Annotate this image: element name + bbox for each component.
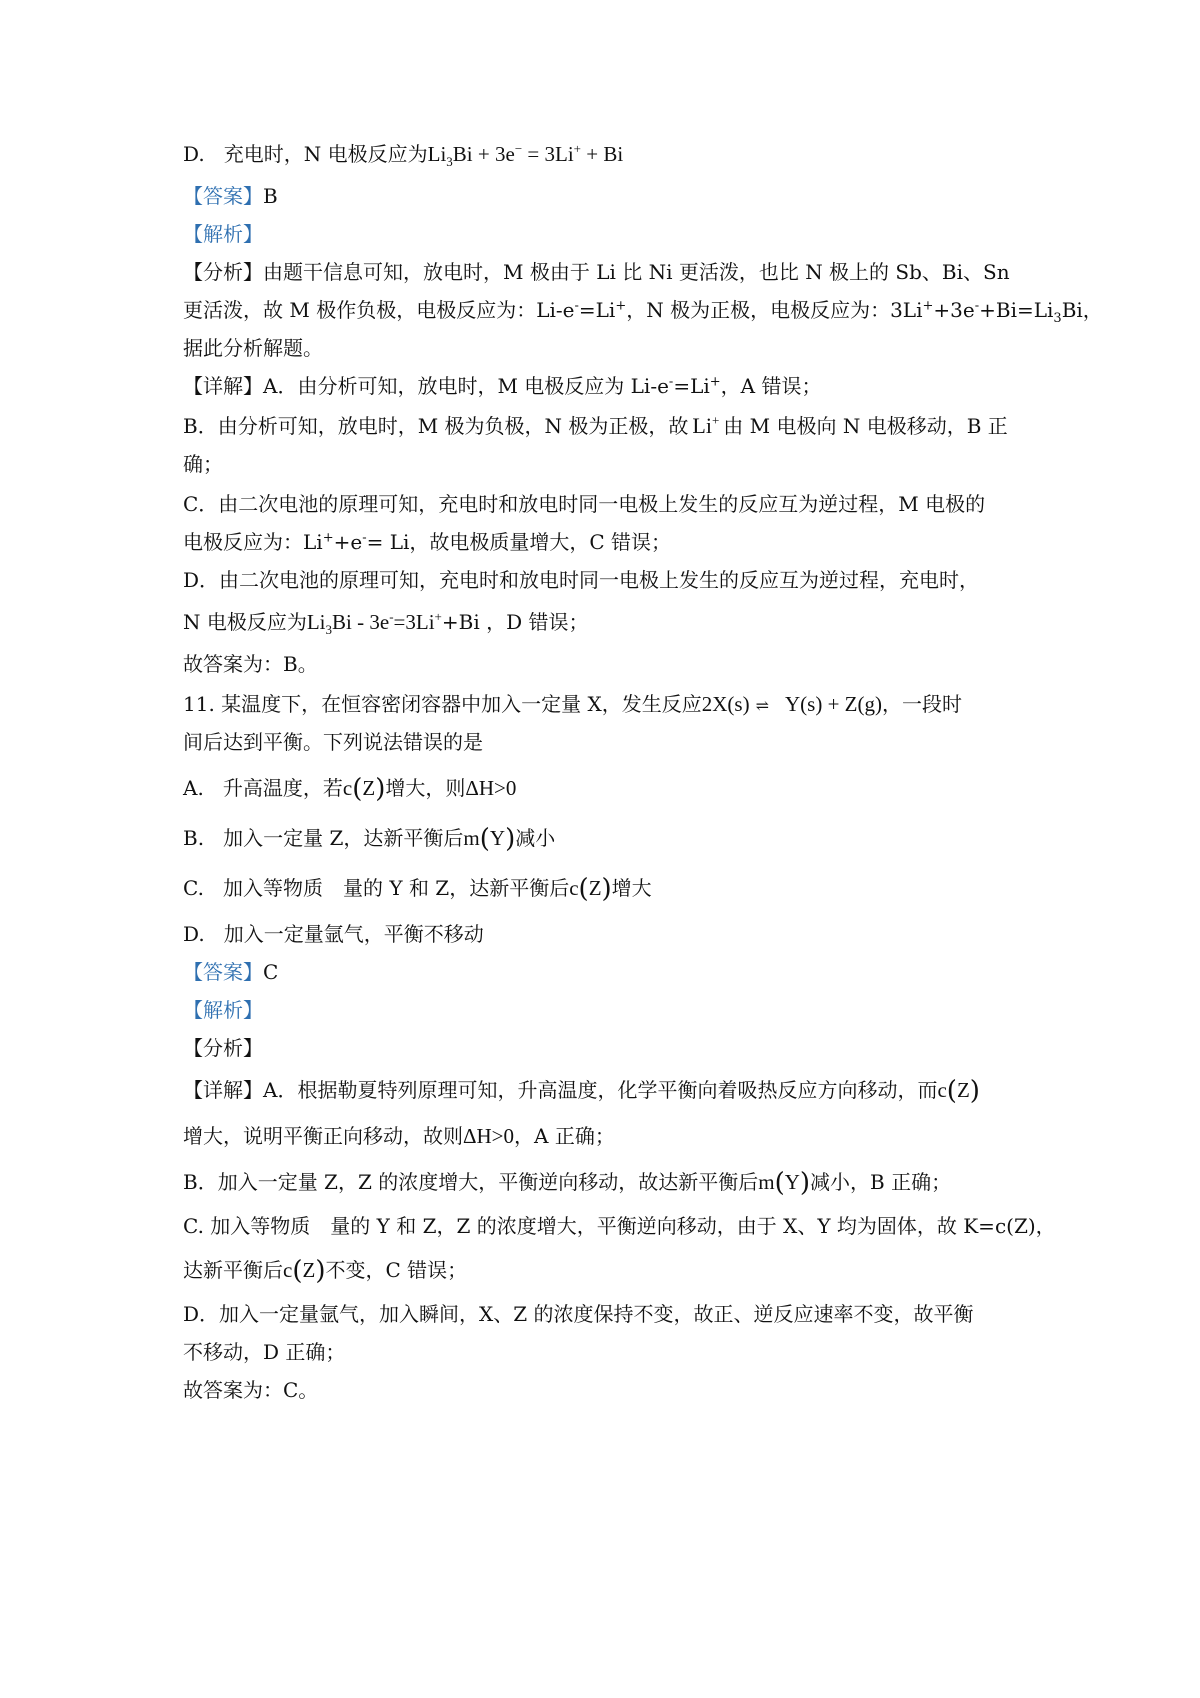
detail-c: C．由二次电池的原理可知，充电时和放电时同一电极上发生的反应互为逆过程，M 电极的 xyxy=(183,492,986,516)
answer-line xyxy=(183,958,278,986)
option-text: 充电时，N 电极反应为 xyxy=(223,142,428,166)
q11-option-a: A. 升高温度，若c(Z)增大，则ΔH>0 xyxy=(183,774,517,804)
option-label: D. xyxy=(183,142,205,166)
answer-value: C xyxy=(263,960,279,984)
q11-detail-d: D．加入一定量氩气，加入瞬间，X、Z 的浓度保持不变，故正、逆反应速率不变，故平衡 xyxy=(183,1302,974,1326)
q11-detail-b: B．加入一定量 Z，Z 的浓度增大，平衡逆向移动，故达新平衡后m(Y)减小，B 正确； xyxy=(183,1168,952,1198)
equation: $Li_3Bi + 3e^- = 3Li^+ + Bi$ xyxy=(427,141,624,170)
detail-d-cont: N 电极反应为$Li_3Bi - 3e^-=3Li^++Bi$ ，D 错误； xyxy=(183,609,589,638)
analysis-tag: 【解析】 xyxy=(183,222,263,246)
answer-line xyxy=(183,182,278,210)
conclusion: 故答案为：B。 xyxy=(183,652,318,676)
q11-option-b: B. 加入一定量 Z，达新平衡后m(Y)减小 xyxy=(183,824,556,854)
q11-detail-d-cont: 不移动，D 正确； xyxy=(183,1340,346,1364)
analysis-tag: 【解析】 xyxy=(183,998,263,1022)
fenxi-line-2: 更活泼，故 M 极作负极，电极反应为：Li-e-=Li+，N 极为正极，电极反应为：$3Li^++3e^-+Bi=Li_3Bi$， xyxy=(183,298,1103,326)
detail-d: D．由二次电池的原理可知，充电时和放电时同一电极上发生的反应互为逆过程，充电时， xyxy=(183,568,980,592)
q10-option-d xyxy=(183,140,623,168)
q11-detail-c: C. 加入等物质 量的 Y 和 Z，Z 的浓度增大，平衡逆向移动，由于 X、Y 均为固体，故 K=c(Z)， xyxy=(183,1214,1056,1238)
q11-option-c: C. 加入等物质 量的 Y 和 Z，达新平衡后c(Z)增大 xyxy=(183,874,652,904)
q11-detail-a-cont: 增大，说明平衡正向移动，故则ΔH>0，A 正确； xyxy=(183,1124,615,1148)
detail-b-cont: 确； xyxy=(183,452,223,476)
detail-b: B．由分析可知，放电时，M 极为负极，N 极为正极，故 Li+ 由 M 电极向 N 电极移动，B 正 xyxy=(183,412,1008,438)
conclusion: 故答案为：C。 xyxy=(183,1378,319,1402)
answer-tag: 【答案】 xyxy=(183,184,263,208)
fenxi-line-1: 【分析】由题干信息可知，放电时，M 极由于 Li 比 Ni 更活泼，也比 N 极上的 Sb、Bi、Sn xyxy=(183,260,1010,284)
q11-stem-cont: 间后达到平衡。下列说法错误的是 xyxy=(183,730,483,754)
detail-a: 【详解】A．由分析可知，放电时，M 电极反应为 Li-e-=Li+，A 错误； xyxy=(183,374,822,398)
fenxi-tag: 【分析】 xyxy=(183,1036,263,1060)
q11-detail-a: 【详解】A．根据勒夏特列原理可知，升高温度，化学平衡向着吸热反应方向移动，而c(Z) xyxy=(183,1076,980,1106)
q11-stem: 11. 某温度下，在恒容密闭容器中加入一定量 X，发生反应2X(s) ⇌ Y(s) + Z(g)，一段时 xyxy=(183,692,962,716)
detail-c-cont: 电极反应为：Li++e-= Li，故电极质量增大，C 错误； xyxy=(183,530,672,554)
fenxi-line-3: 据此分析解题。 xyxy=(183,336,323,360)
answer-tag: 【答案】 xyxy=(183,960,263,984)
answer-value: B xyxy=(263,184,278,208)
q11-option-d: D. 加入一定量氩气，平衡不移动 xyxy=(183,922,484,946)
q11-detail-c-cont: 达新平衡后c(Z)不变，C 错误； xyxy=(183,1256,468,1286)
